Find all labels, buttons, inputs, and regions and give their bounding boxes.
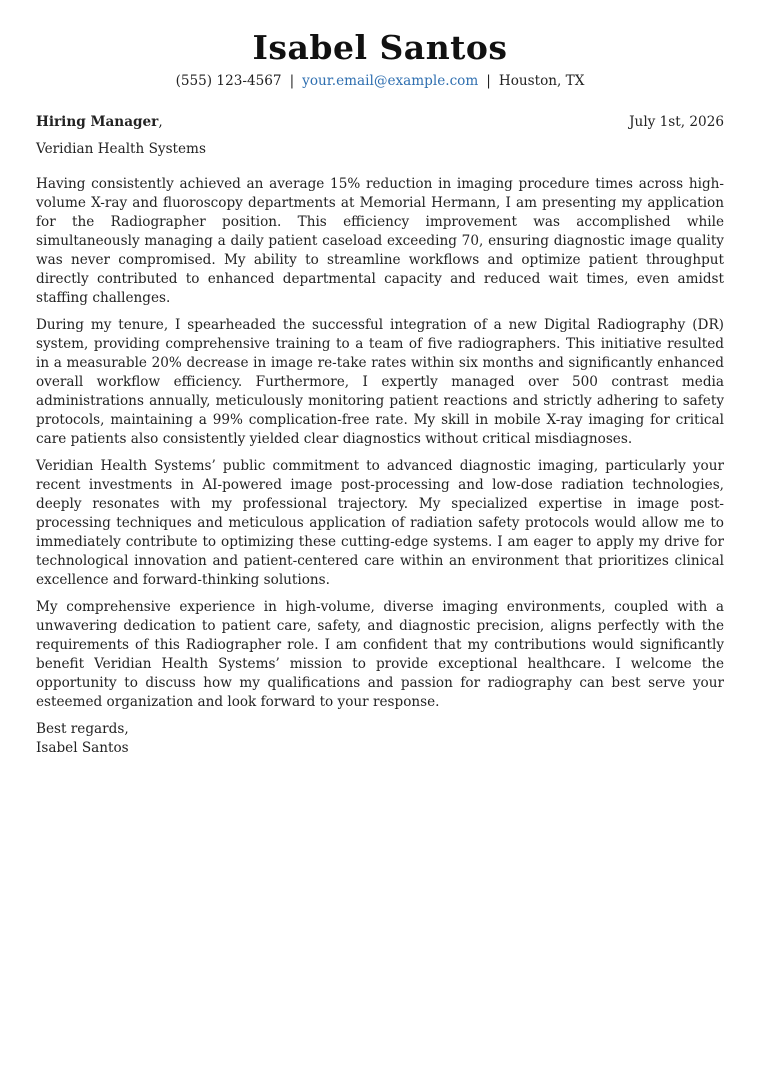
contact-separator: | — [289, 73, 295, 89]
body-paragraph: My comprehensive experience in high-volume, diverse imaging environments, coupled with a unwavering dedication to patient care, safety, and diagnostic precision, aligns perfectly with the requirements of this Radiographer role. I am confident that my contributions would significantly benefit Veridian Health Systems’ mission to provide exceptional healthcare. I welcome the opportunity to discuss how my qualifications and passion for radiography can best serve your esteemed organization and look forward to your response. — [36, 599, 724, 710]
location: Houston, TX — [498, 73, 585, 89]
email-link[interactable]: your.email@example.com — [302, 73, 479, 89]
body-paragraph: Veridian Health Systems’ public commitment to advanced diagnostic imaging, particularly your recent investments in AI-powered image post-processing and low-dose radiation technologies, deeply resonates with my professional trajectory. My specialized expertise in image post-processing techniques and meticulous application of radiation safety protocols would allow me to immediately contribute to optimizing these cutting-edge systems. I am eager to apply my drive for technological innovation and patient-centered care within an environment that prioritizes clinical excellence and forward-thinking solutions. — [36, 458, 724, 588]
phone-number: (555) 123-4567 — [175, 73, 282, 89]
body-paragraph: Having consistently achieved an average 15% reduction in imaging procedure times across high-volume X-ray and fluoroscopy departments at Memorial Hermann, I am presenting my application for the Radiographer position. This efficiency improvement was accomplished while simultaneously managing a daily patient caseload exceeding 70, ensuring diagnostic image quality was never compromised. My ability to streamline workflows and optimize patient throughput directly contributed to enhanced departmental capacity and reduced wait times, even amidst staffing challenges. — [36, 176, 724, 306]
signature-name: Isabel Santos — [36, 740, 129, 756]
salutation-punct: , — [158, 114, 163, 130]
contact-separator: | — [486, 73, 491, 89]
letter-body — [36, 175, 724, 712]
valediction: Best regards, — [36, 721, 129, 737]
contact-line — [36, 71, 724, 91]
company-name: Veridian Health Systems — [36, 141, 206, 157]
body-paragraph: During my tenure, I spearheaded the successful integration of a new Digital Radiography (DR) system, providing comprehensive training to a team of five radiographers. This initiative resulted in a measurable 20% decrease in image re-take rates within six months and significantly enhanced overall workflow efficiency. Furthermore, I expertly managed over 500 contrast media administrations annually, meticulously monitoring patient reactions and strictly adhering to safety protocols, maintaining a 99% complication-free rate. My skill in mobile X-ray imaging for critical care patients also consistently yielded clear diagnostics without critical misdiagnoses. — [36, 317, 724, 447]
recipient-row — [36, 112, 724, 132]
letter-closing — [36, 720, 724, 758]
salutation-name: Hiring Manager — [36, 114, 159, 130]
applicant-name: Isabel Santos — [252, 28, 508, 67]
letter-date: July 1st, 2026 — [629, 114, 724, 130]
salutation — [36, 112, 163, 132]
